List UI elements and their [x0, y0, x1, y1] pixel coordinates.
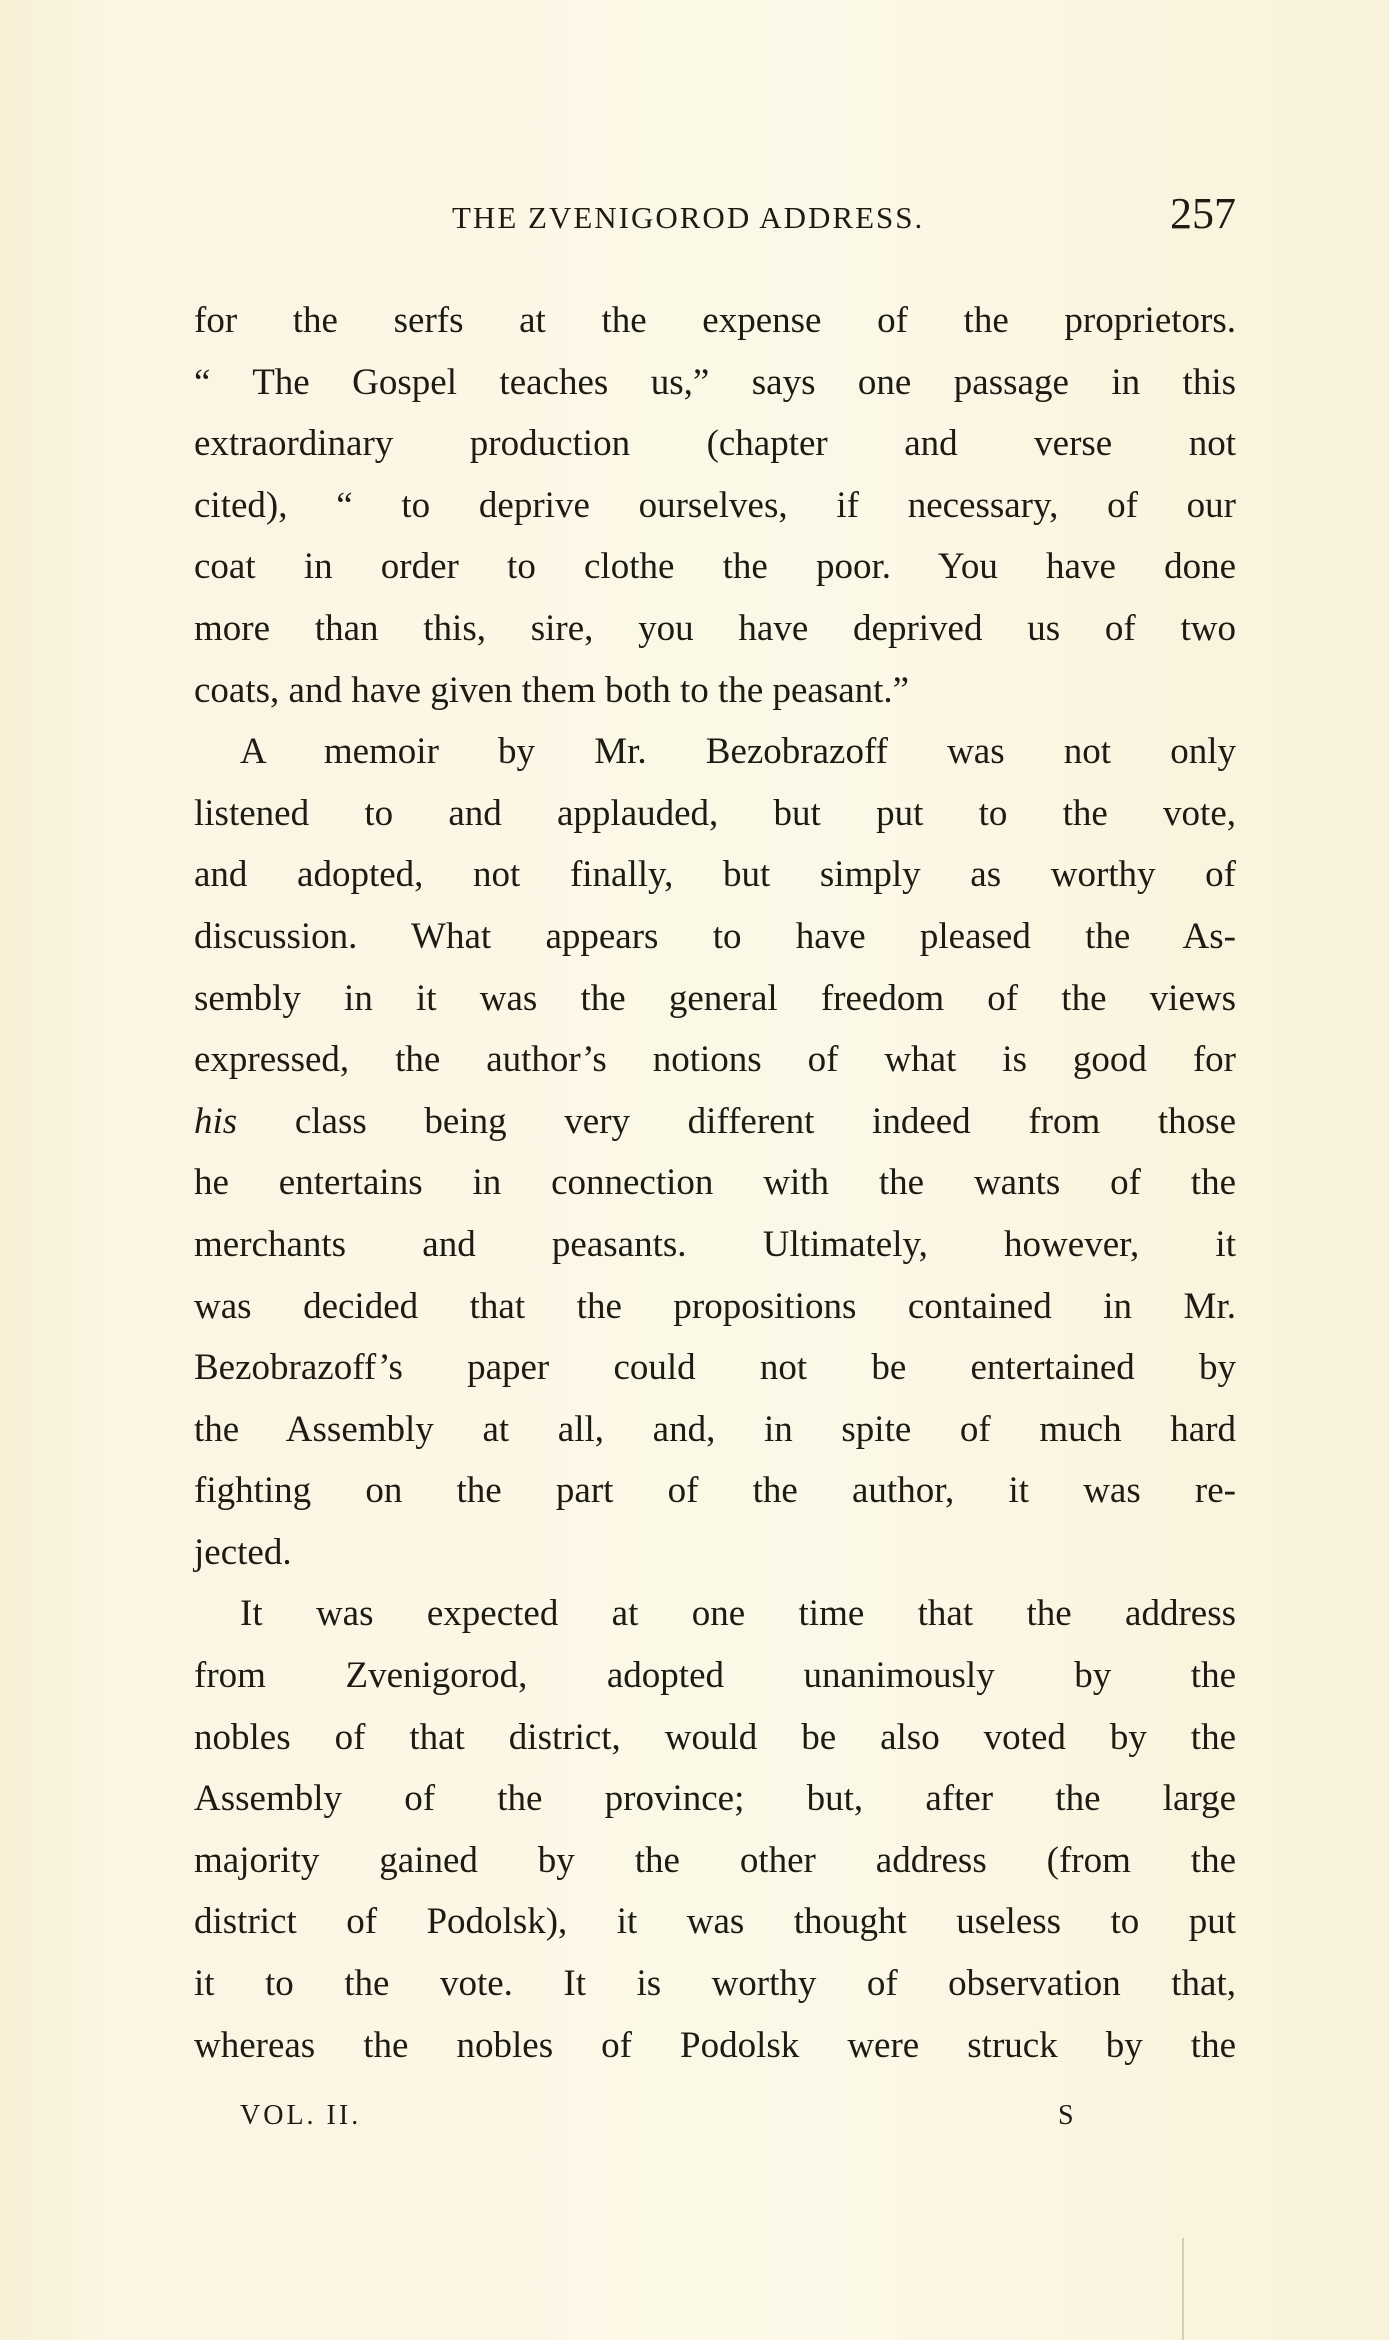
- text-line: “ The Gospel teaches us,” says one passage in this: [194, 361, 1236, 403]
- text-line: coats, and have given them both to the peasant.”: [194, 669, 910, 711]
- text-line: for the serfs at the expense of the proprietors.: [194, 300, 1236, 341]
- text-line-with-italic: [194, 1091, 1236, 1153]
- volume-signature: VOL. II.: [240, 2100, 362, 2131]
- text-line: extraordinary production (chapter and verse not: [194, 423, 1236, 465]
- text-line: discussion. What appears to have pleased the As-: [194, 915, 1236, 957]
- text-line: was decided that the propositions contained in Mr.: [194, 1285, 1236, 1327]
- paragraph-start-line: A memoir by Mr. Bezobrazoff was not only: [240, 731, 1236, 773]
- page-number: 257: [1170, 189, 1236, 238]
- text-line: majority gained by the other address (from the: [194, 1839, 1236, 1881]
- running-head-title: THE ZVENIGOROD ADDRESS.: [452, 200, 925, 235]
- text-line: jected.: [194, 1531, 292, 1573]
- text-line: coat in order to clothe the poor. You have done: [194, 546, 1236, 588]
- text-line: more than this, sire, you have deprived us of two: [194, 607, 1236, 649]
- text-line: district of Podolsk), it was thought useless to put: [194, 1901, 1236, 1943]
- text-line: whereas the nobles of Podolsk were struck by the: [194, 2024, 1236, 2066]
- text-line: he entertains in connection with the wants of the: [194, 1162, 1236, 1204]
- text-line: Bezobrazoff’s paper could not be entertained by: [194, 1347, 1236, 1389]
- text-line: it to the vote. It is worthy of observation that,: [194, 1963, 1236, 2005]
- text-line: expressed, the author’s notions of what is good for: [194, 1039, 1236, 1081]
- text-line: merchants and peasants. Ultimately, however, it: [194, 1223, 1236, 1265]
- gathering-signature: S: [1058, 2100, 1074, 2131]
- page-footer: [240, 2100, 1080, 2140]
- body-text: [194, 290, 1236, 2076]
- text-line: nobles of that district, would be also voted by the: [194, 1716, 1236, 1758]
- text-line-rest: class being very different indeed from those: [294, 1100, 1236, 1142]
- text-line: listened to and applauded, but put to the vote,: [194, 792, 1236, 834]
- italic-word: his: [194, 1100, 238, 1142]
- running-head: [194, 189, 1236, 246]
- text-line: the Assembly at all, and, in spite of much hard: [194, 1408, 1236, 1450]
- paragraph-start-line: It was expected at one time that the address: [240, 1593, 1236, 1635]
- text-line: sembly in it was the general freedom of the views: [194, 977, 1236, 1019]
- text-line: fighting on the part of the author, it was re-: [194, 1470, 1236, 1512]
- text-line: from Zvenigorod, adopted unanimously by the: [194, 1655, 1236, 1697]
- text-line: Assembly of the province; but, after the large: [194, 1778, 1236, 1820]
- text-line: and adopted, not finally, but simply as worthy of: [194, 854, 1236, 896]
- paper-crease: [1182, 2238, 1184, 2340]
- text-line: cited), “ to deprive ourselves, if necessary, of our: [194, 484, 1236, 526]
